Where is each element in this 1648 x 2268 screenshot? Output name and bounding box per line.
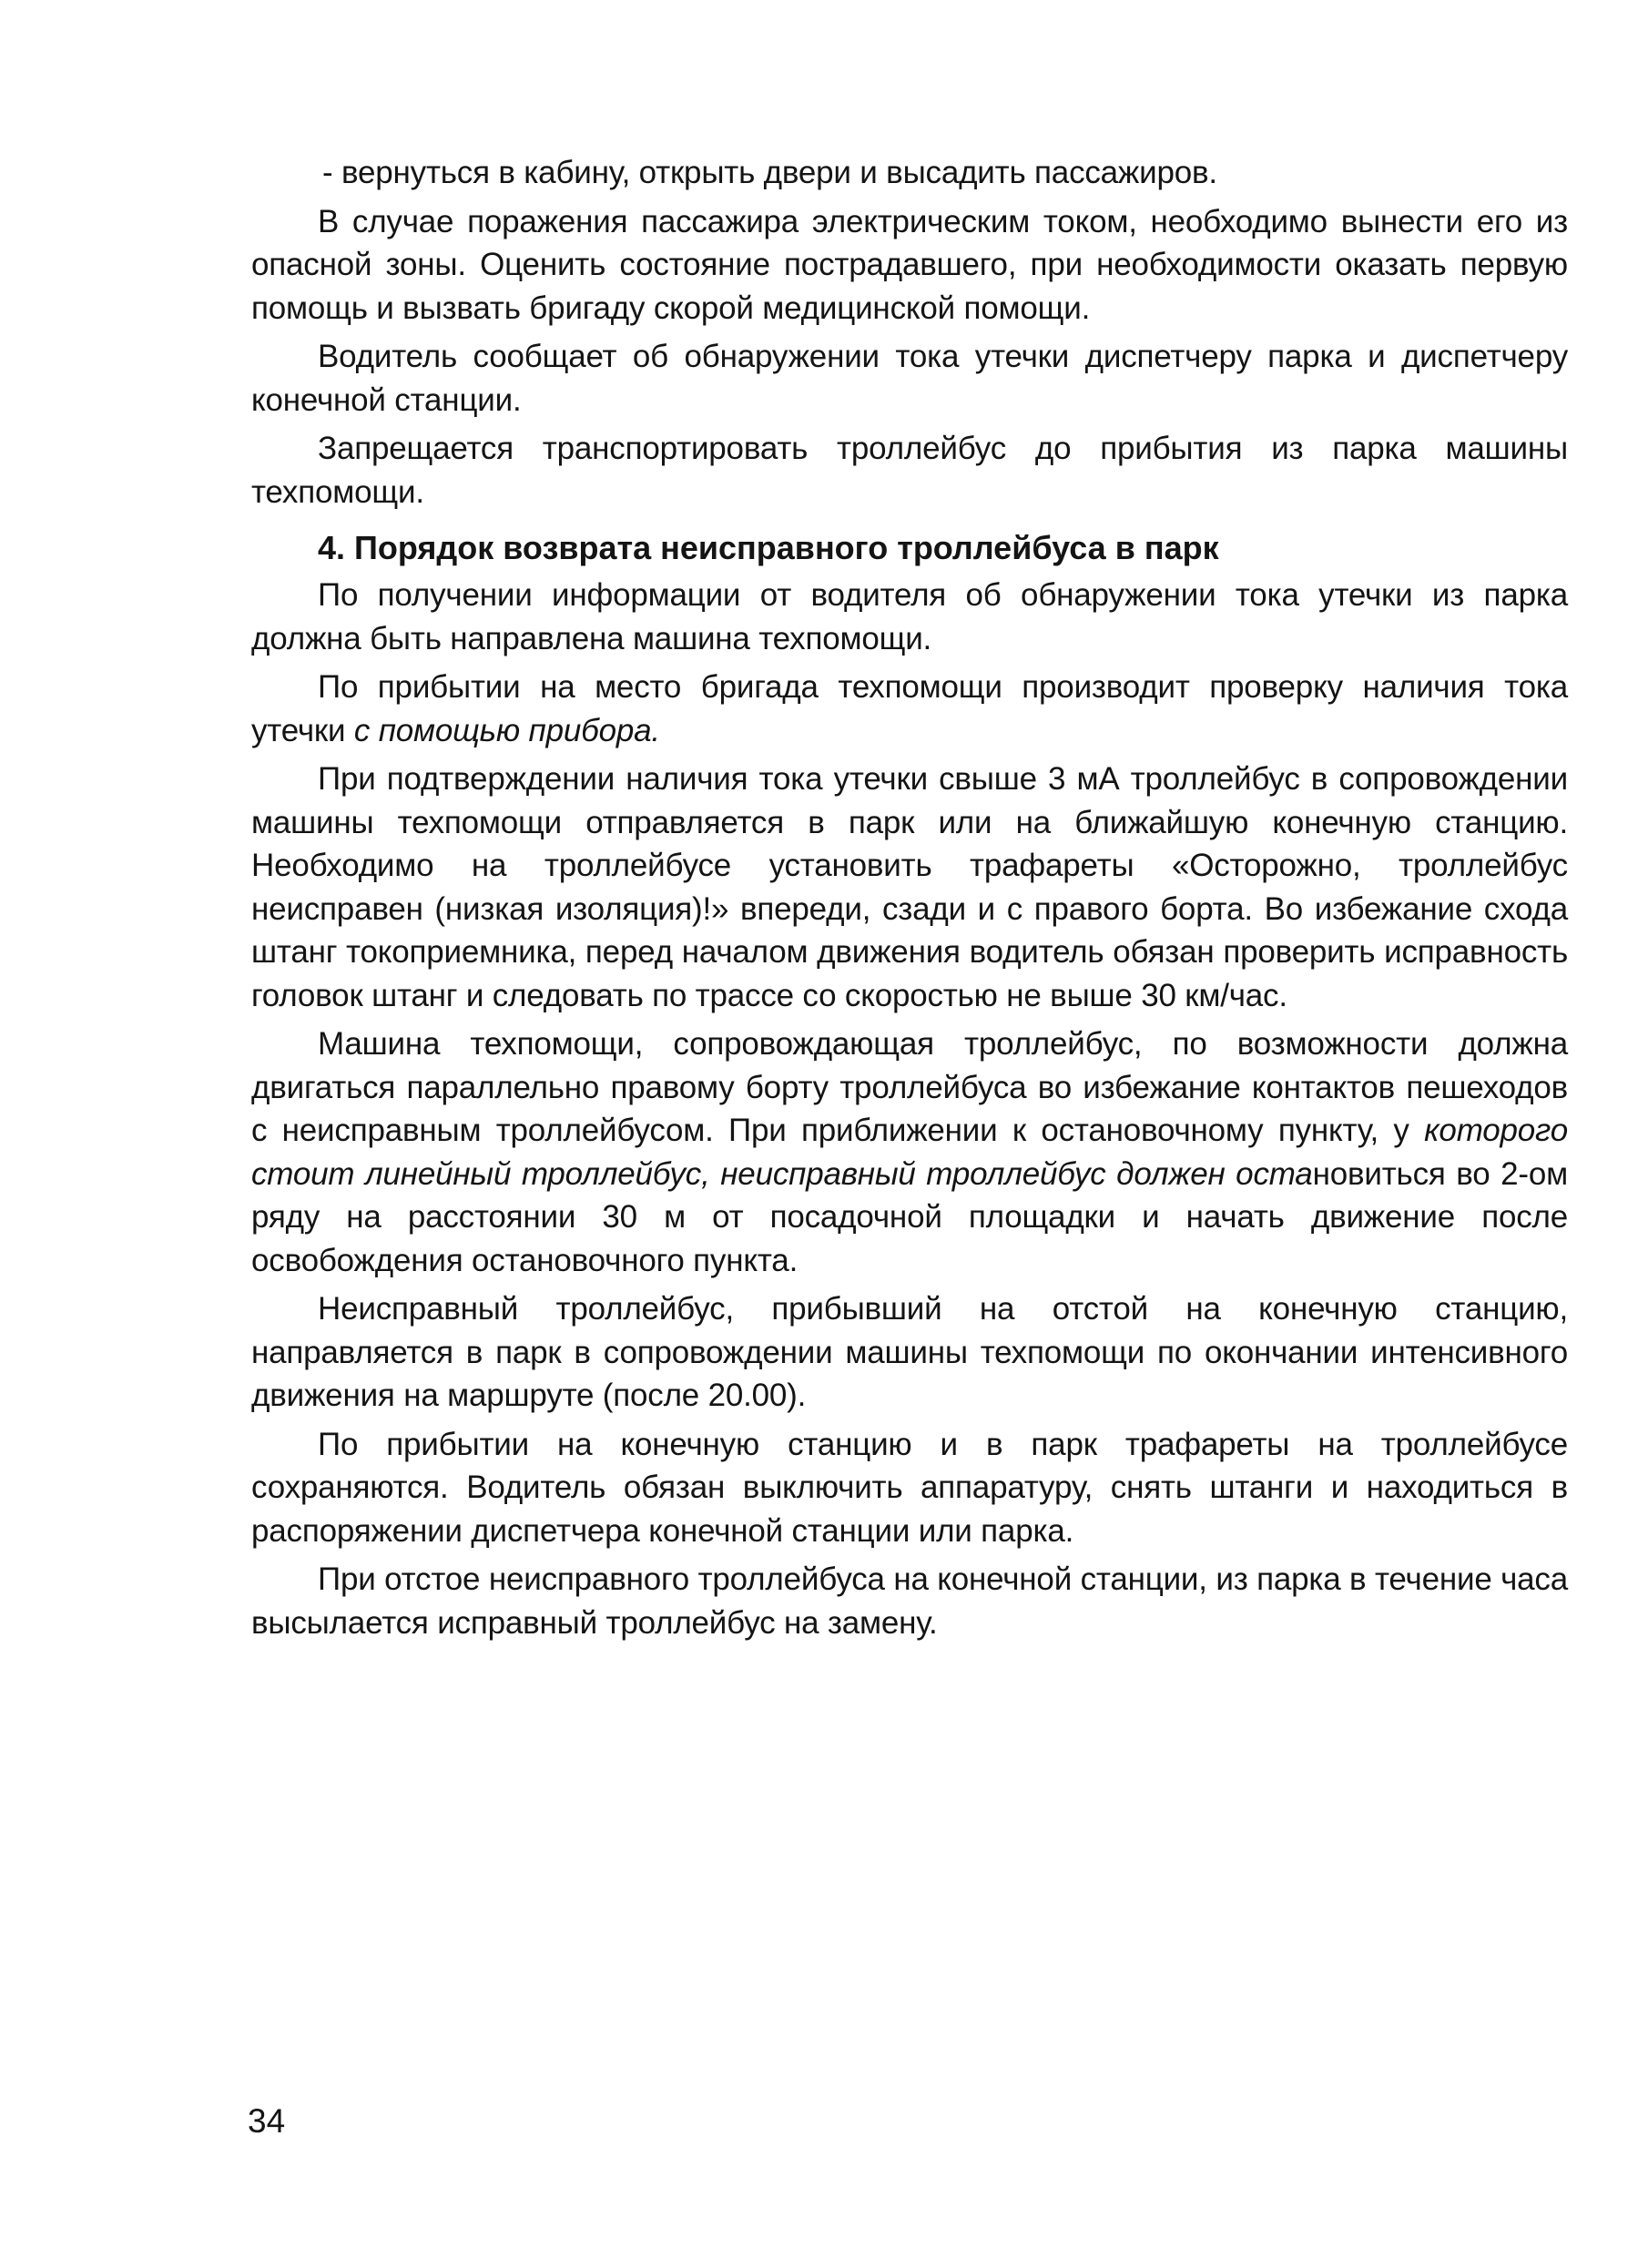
- section-heading: 4. Порядок возврата неисправного троллейбуса в парк: [318, 529, 1219, 566]
- escort-vehicle-text-start: Машина техпомощи, сопровождающая троллейбус, по возможности должна двигаться параллельно правому борту троллейбуса во избежание контактов пешеходов с неисправным троллейбусом. При приближении к остановочному пункту, у: [251, 1026, 1568, 1148]
- paragraph-escort-rules: При подтверждении наличия тока утечки свыше 3 мА троллейбус в сопровождении машины техпомощи отправляется в парк или на ближайшую конечную станцию. Необходимо на троллейбусе установить трафареты «Осторожно, троллейбус неисправен (низкая изоляция)!» впереди, сзади и с правого борта. Во избежание схода штанг токоприемника, перед началом движения водитель обязан проверить исправность головок штанг и следовать по трассе со скоростью не выше 30 км/час.: [251, 761, 1568, 1013]
- paragraph-electric-shock: В случае поражения пассажира электрическим током, необходимо вынести его из опасной зоны. Оценить состояние пострадавшего, при необходимости оказать первую помощь и вызвать бригаду скорой медицинской помощи.: [251, 203, 1568, 326]
- paragraph-escort-vehicle: [251, 1022, 1568, 1282]
- paragraph-replacement: При отстое неисправного троллейбуса на конечной станции, из парка в течение часа высылается исправный троллейбус на замену.: [251, 1561, 1568, 1641]
- paragraph-exit-steps: - вернуться в кабину, открыть двери и высадить пассажиров.: [322, 155, 1217, 190]
- page-body: [251, 151, 1568, 1650]
- escort-vehicle-italic-text: которого стоит линейный троллейбус, неисправный троллейбус должен оста: [251, 1113, 1568, 1192]
- paragraph-stencils-kept: По прибытии на конечную станцию и в парк трафареты на троллейбусе сохраняются. Водитель обязан выключить аппаратуру, снять штанги и находиться в распоряжении диспетчера конечной станции или парка.: [251, 1426, 1568, 1549]
- paragraph-transport-prohibited: Запрещается транспортировать троллейбус до прибытия из парка машины техпомощи.: [251, 431, 1568, 510]
- escort-vehicle-text-end: новиться во 2-ом ряду на расстоянии 30 м от посадочной площадки и начать движение после освобождения остановочного пункта.: [251, 1155, 1568, 1278]
- leak-check-text: По прибытии на место бригада техпомощи производит проверку наличия тока утечки: [251, 669, 1568, 748]
- paragraph-driver-reports: Водитель сообщает об обнаружении тока утечки диспетчеру парка и диспетчеру конечной станции.: [251, 339, 1568, 418]
- paragraph-return-to-park: Неисправный троллейбус, прибывший на отстой на конечную станцию, направляется в парк в сопровождении машины техпомощи по окончании интенсивного движения на маршруте (после 20.00).: [251, 1291, 1568, 1413]
- paragraph-tech-vehicle-sent: По получении информации от водителя об обнаружении тока утечки из парка должна быть направлена машина техпомощи.: [251, 577, 1568, 656]
- leak-check-italic-text: с помощью прибора.: [353, 712, 660, 748]
- paragraph-leak-check: [251, 666, 1568, 752]
- page-number: 34: [248, 2102, 286, 2140]
